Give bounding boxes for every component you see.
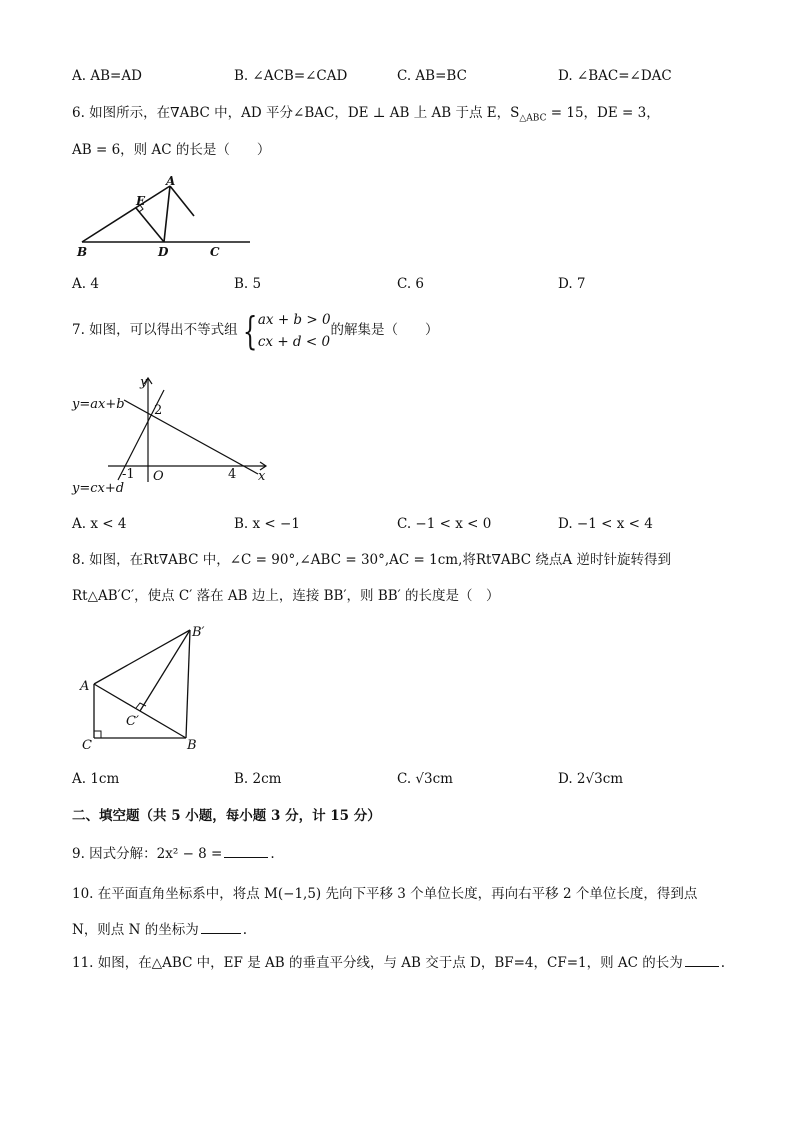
q8-stem-line2: Rt△AB′C′，使点 C′ 落在 AB 边上，连接 BB′，则 BB′ 的长度是（ ） [72, 588, 500, 604]
q10-stem-line1: 10. 在平面直角坐标系中，将点 M(−1,5) 先向下平移 3 个单位长度，再向右平移 2 个单位长度，得到点 [72, 886, 698, 902]
q10-answer-blank[interactable] [201, 919, 241, 934]
q7-stem-text: 7. 如图，可以得出不等式组 [72, 322, 238, 338]
section-2-title: 二、填空题（共 5 小题，每小题 3 分，计 15 分） [72, 808, 381, 824]
q8-line-b-prime-c-prime [140, 630, 190, 711]
q7-label-line1: y=ax+b [72, 397, 125, 412]
q8-label-b: B [187, 738, 197, 753]
q7-label-line2: y=cx+d [72, 481, 125, 496]
q7-label-y: y [140, 375, 148, 390]
q11-stem [72, 952, 725, 973]
q7-system-line1: ax + b > 0 [257, 311, 331, 328]
q6-line-ac [170, 186, 194, 216]
q6-line-ad [164, 186, 170, 242]
q6-triangle-figure [72, 170, 262, 265]
q8-option-c: C. √3cm [397, 771, 453, 787]
q7-label-tick-x-pos: 4 [228, 467, 237, 482]
q6-subscript: △ABC [519, 113, 547, 124]
q7-option-b: B. x < −1 [234, 516, 300, 532]
q6-stem-line2: AB = 6，则 AC 的长是（ ） [72, 142, 271, 158]
q7-option-a: A. x < 4 [72, 516, 127, 532]
q10-end: . [242, 922, 248, 938]
q7-brace: { [242, 308, 258, 353]
q8-stem-line1: 8. 如图，在Rt∇ABC 中，∠C = 90°,∠ABC = 30°,AC = 1cm,将Rt∇ABC 绕点A 逆时针旋转得到 [72, 552, 671, 568]
q7-system-line2: cx + d < 0 [257, 333, 331, 350]
q8-label-b-prime: B′ [192, 625, 205, 640]
q8-label-c-prime: C′ [126, 714, 139, 729]
q10-stem-text: N，则点 N 的坐标为 [72, 922, 199, 938]
q5-option-b: B. ∠ACB=∠CAD [234, 68, 348, 84]
q6-option-c: C. 6 [397, 276, 425, 292]
q6-label-b: B [77, 245, 88, 259]
q8-label-c: C [82, 738, 92, 753]
q6-label-a: A [166, 174, 176, 188]
q8-line-bb-prime [186, 630, 190, 738]
q9-answer-blank[interactable] [224, 843, 268, 858]
q6-option-a: A. 4 [72, 276, 99, 292]
q8-line-ab-prime [94, 630, 190, 684]
q5-option-d: D. ∠BAC=∠DAC [558, 68, 672, 84]
q7-stem-tail: 的解集是（ ） [330, 322, 439, 338]
q6-label-e: E [136, 194, 146, 208]
q7-line-cx-d [124, 400, 258, 474]
q8-option-d: D. 2√3cm [558, 771, 624, 787]
q7-label-tick-x-neg: -1 [122, 467, 135, 482]
q6-option-d: D. 7 [558, 276, 586, 292]
q8-label-a: A [80, 679, 90, 694]
q7-graph-figure [68, 370, 278, 500]
q5-option-c: C. AB=BC [397, 68, 467, 84]
q6-stem-text: 6. 如图所示，在∇ABC 中，AD 平分∠BAC，DE ⊥ AB 上 AB 于点 E，S [72, 105, 520, 121]
q6-stem-line1 [72, 103, 660, 129]
q7-option-d: D. −1 < x < 4 [558, 516, 653, 532]
q6-line-de [136, 208, 164, 242]
q10-stem-line2 [72, 919, 247, 940]
q8-option-a: A. 1cm [72, 771, 120, 787]
q11-answer-blank[interactable] [685, 952, 719, 967]
q7-label-x: x [258, 469, 266, 484]
q11-stem-text: 11. 如图，在△ABC 中，EF 是 AB 的垂直平分线，与 AB 交于点 D，BF=4，CF=1，则 AC 的长为 [72, 955, 683, 971]
q7-option-c: C. −1 < x < 0 [397, 516, 492, 532]
q6-stem-end: = 15，DE = 3， [546, 105, 660, 121]
q11-end: . [720, 955, 726, 971]
q5-option-a: A. AB=AD [72, 68, 142, 84]
q9-stem-text: 9. 因式分解：2x² − 8 = [72, 846, 223, 862]
q6-option-b: B. 5 [234, 276, 262, 292]
q8-right-angle-c [94, 731, 101, 738]
q7-stem [72, 308, 439, 352]
q9-end: . [270, 846, 275, 862]
q7-label-tick-y: 2 [154, 403, 163, 418]
q6-label-c: C [210, 245, 220, 259]
q8-rotation-figure [72, 618, 222, 758]
q6-label-d: D [158, 245, 169, 259]
q7-label-origin: O [153, 469, 164, 484]
q9-stem [72, 843, 275, 864]
q8-option-b: B. 2cm [234, 771, 282, 787]
q7-inequality-system [238, 309, 331, 353]
